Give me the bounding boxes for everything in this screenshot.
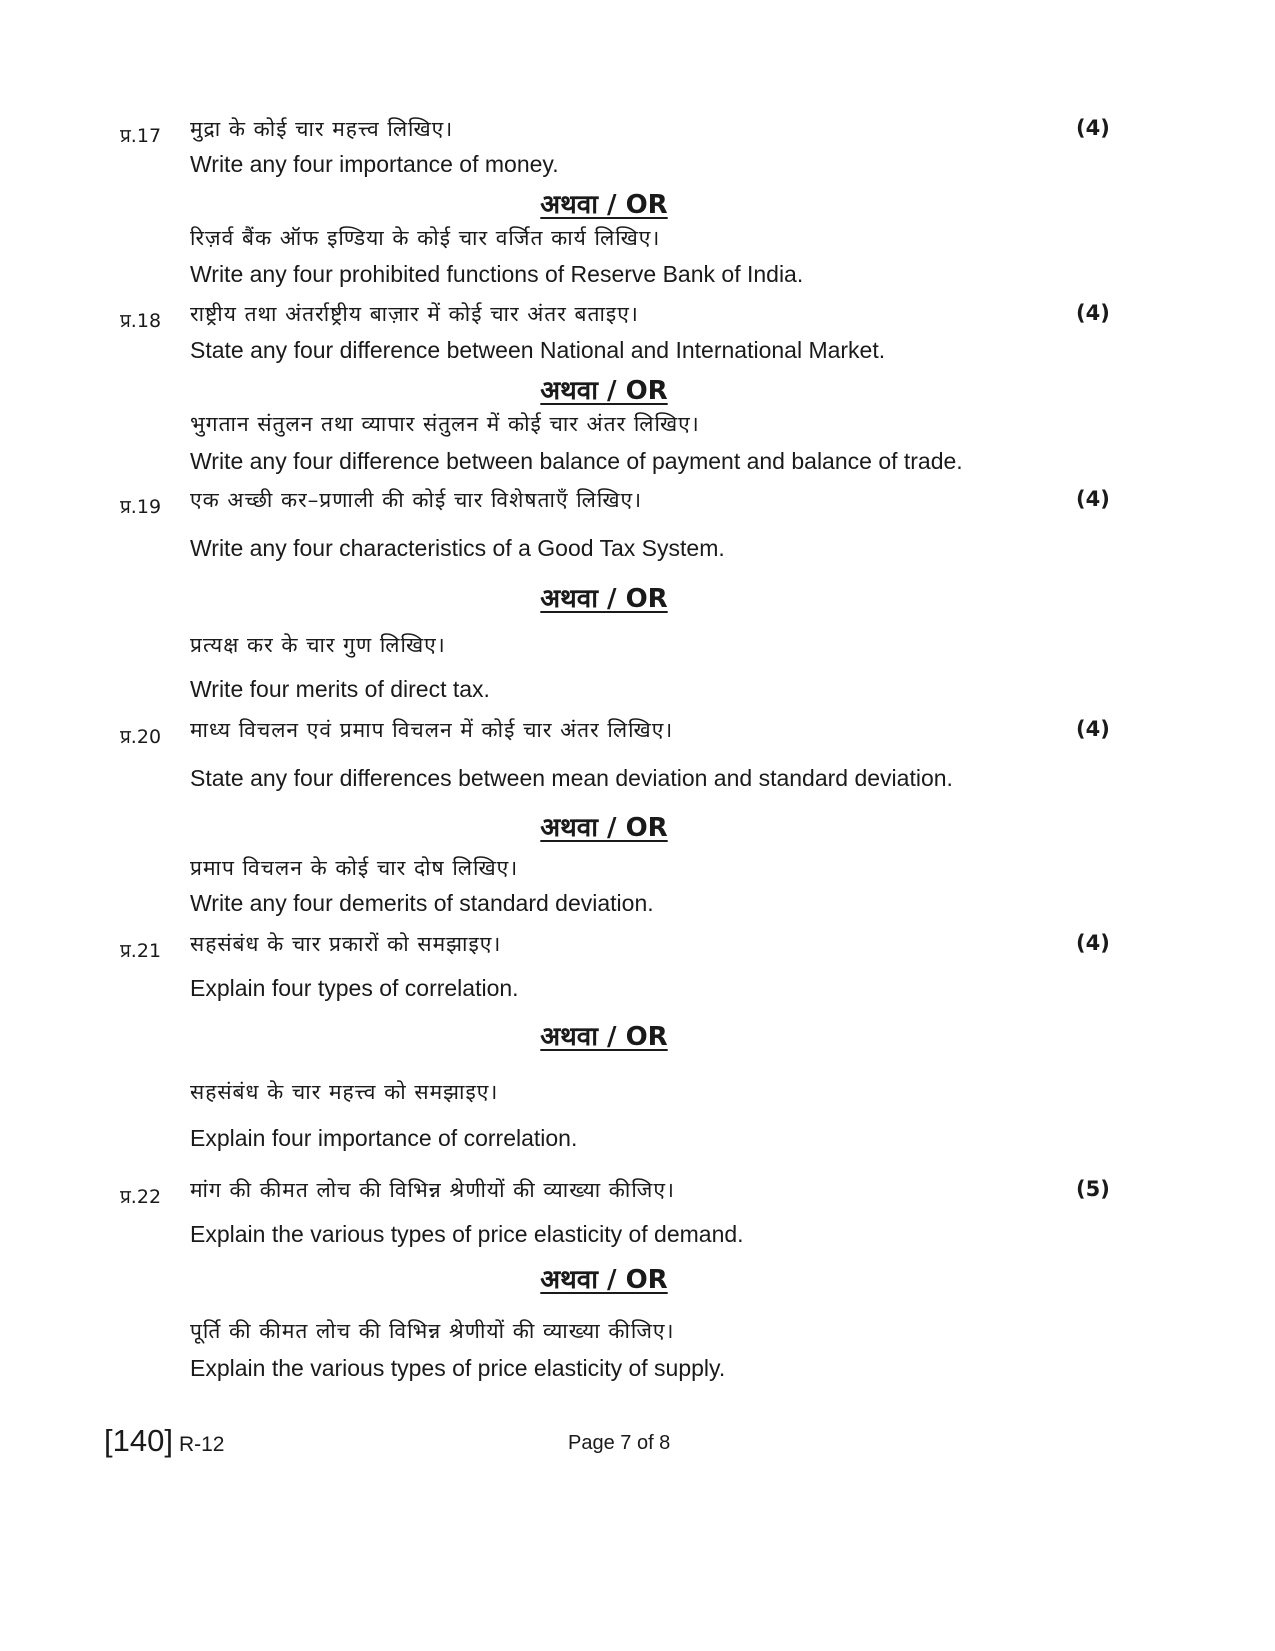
alternative-hindi: भुगतान संतुलन तथा व्यापार संतुलन में कोई चार अंतर लिखिए। — [190, 412, 700, 436]
question-marks: (4) — [1076, 301, 1110, 325]
alternative-hindi: रिज़र्व बैंक ऑफ इण्डिया के कोई चार वर्जित कार्य लिखिए। — [190, 226, 661, 250]
alternative-english: Write any four difference between balance of payment and balance of trade. — [190, 448, 963, 474]
or-label: अथवा / OR — [540, 190, 668, 220]
alternative-english: Explain four importance of correlation. — [190, 1125, 578, 1151]
page-number: Page 7 of 8 — [568, 1432, 671, 1454]
alternative-hindi: प्रमाप विचलन के कोई चार दोष लिखिए। — [190, 856, 519, 880]
question-marks: (4) — [1076, 487, 1110, 511]
question-number: प्र.21 — [120, 940, 162, 962]
set-code: R-12 — [178, 1433, 225, 1456]
or-label: अथवा / OR — [540, 584, 668, 614]
or-separator — [0, 1017, 1208, 1053]
or-separator — [0, 371, 1208, 407]
or-separator — [0, 185, 1208, 221]
question-english: Write any four characteristics of a Good Tax System. — [190, 535, 725, 561]
question-hindi: राष्ट्रीय तथा अंतर्राष्ट्रीय बाज़ार में कोई चार अंतर बताइए। — [190, 302, 639, 326]
question-number: प्र.17 — [120, 125, 162, 147]
question-hindi: माध्य विचलन एवं प्रमाप विचलन में कोई चार अंतर लिखिए। — [190, 718, 674, 742]
question-english: Write any four importance of money. — [190, 151, 559, 177]
or-separator — [0, 808, 1208, 844]
paper-code — [104, 1423, 224, 1459]
paper-code-number: [140] — [104, 1423, 173, 1458]
question-number: प्र.20 — [120, 726, 162, 748]
question-english: Explain the various types of price elasticity of demand. — [190, 1221, 744, 1247]
question-marks: (4) — [1076, 717, 1110, 741]
question-hindi: मुद्रा के कोई चार महत्त्व लिखिए। — [190, 117, 454, 141]
alternative-hindi: प्रत्यक्ष कर के चार गुण लिखिए। — [190, 633, 446, 657]
question-english: State any four differences between mean deviation and standard deviation. — [190, 765, 953, 791]
or-label: अथवा / OR — [540, 1022, 668, 1052]
alternative-english: Explain the various types of price elasticity of supply. — [190, 1355, 726, 1381]
question-marks: (5) — [1076, 1177, 1110, 1201]
alternative-english: Write any four prohibited functions of Reserve Bank of India. — [190, 261, 804, 287]
question-hindi: एक अच्छी कर–प्रणाली की कोई चार विशेषताएँ लिखिए। — [190, 488, 643, 512]
alternative-english: Write four merits of direct tax. — [190, 676, 490, 702]
or-separator — [0, 579, 1208, 615]
alternative-hindi: सहसंबंध के चार महत्त्व को समझाइए। — [190, 1080, 499, 1104]
alternative-english: Write any four demerits of standard deviation. — [190, 890, 654, 916]
question-number: प्र.19 — [120, 496, 162, 518]
question-hindi: मांग की कीमत लोच की विभिन्न श्रेणीयों की व्याख्या कीजिए। — [190, 1178, 675, 1202]
or-label: अथवा / OR — [540, 813, 668, 843]
alternative-hindi: पूर्ति की कीमत लोच की विभिन्न श्रेणीयों की व्याख्या कीजिए। — [190, 1319, 675, 1343]
question-english: State any four difference between National and International Market. — [190, 337, 886, 363]
or-separator — [0, 1260, 1208, 1296]
or-label: अथवा / OR — [540, 1265, 668, 1295]
question-marks: (4) — [1076, 116, 1110, 140]
question-number: प्र.18 — [120, 310, 162, 332]
question-number: प्र.22 — [120, 1186, 162, 1208]
question-english: Explain four types of correlation. — [190, 975, 519, 1001]
or-label: अथवा / OR — [540, 376, 668, 406]
question-marks: (4) — [1076, 931, 1110, 955]
question-hindi: सहसंबंध के चार प्रकारों को समझाइए। — [190, 932, 502, 956]
